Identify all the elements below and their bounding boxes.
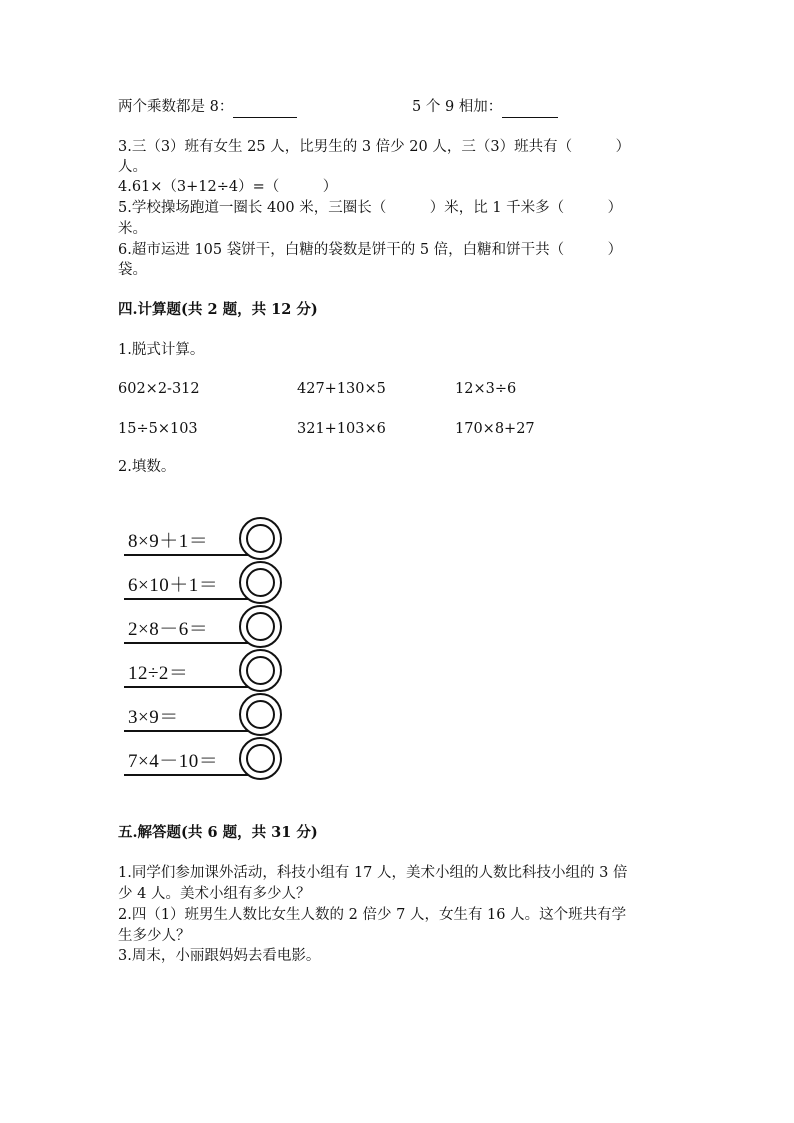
figure-expression: 3×9＝	[128, 707, 179, 728]
answer-circle-inner	[246, 700, 275, 729]
answer-circle-inner	[246, 524, 275, 553]
figure-rule	[124, 730, 254, 732]
calc-item: 170×8+27	[455, 421, 535, 437]
answer-circle[interactable]	[239, 693, 282, 736]
answer-circle[interactable]	[239, 737, 282, 780]
section-4-q1-title: 1.脱式计算。	[118, 342, 205, 358]
question-5-line-2: 米。	[118, 221, 147, 237]
section-5-q1-line-1: 1.同学们参加课外活动，科技小组有 17 人，美术小组的人数比科技小组的 3 倍	[118, 865, 628, 881]
figure-expression: 6×10＋1＝	[128, 575, 219, 596]
answer-circle[interactable]	[239, 517, 282, 560]
answer-circle[interactable]	[239, 649, 282, 692]
answer-circle-inner	[246, 656, 275, 685]
section-5-q3: 3.周末，小丽跟妈妈去看电影。	[118, 948, 321, 964]
section-4-heading: 四.计算题(共 2 题，共 12 分)	[118, 301, 318, 318]
figure-row	[122, 602, 292, 646]
figure-row	[122, 646, 292, 690]
fill-row-question-right	[412, 97, 558, 118]
answer-blank-right[interactable]	[502, 97, 558, 118]
answer-circle-inner	[246, 612, 275, 641]
section-4-q2-title: 2.填数。	[118, 459, 176, 475]
figure-rule	[124, 774, 254, 776]
calc-item: 602×2-312	[118, 381, 200, 397]
figure-rule	[124, 642, 254, 644]
figure-row	[122, 690, 292, 734]
section-5-q1-line-2: 少 4 人。美术小组有多少人？	[118, 886, 311, 902]
section-5-heading: 五.解答题(共 6 题，共 31 分)	[118, 824, 318, 841]
figure-rule	[124, 598, 254, 600]
answer-circle-inner	[246, 744, 275, 773]
figure-rule	[124, 686, 254, 688]
calc-item: 15÷5×103	[118, 421, 198, 437]
calc-item: 321+103×6	[297, 421, 386, 437]
figure-expression: 8×9＋1＝	[128, 531, 209, 552]
answer-circle-inner	[246, 568, 275, 597]
question-6-line-2: 袋。	[118, 262, 147, 278]
question-4: 4.61×（3+12÷4）=（ ）	[118, 179, 338, 195]
question-5-line-1: 5.学校操场跑道一圈长 400 米，三圈长（ ）米，比 1 千米多（ ）	[118, 200, 623, 216]
figure-row	[122, 514, 292, 558]
section-5-q2-line-2: 生多少人？	[118, 928, 191, 944]
calc-item: 427+130×5	[297, 381, 386, 397]
figure-row	[122, 734, 292, 778]
section-5-q2-line-1: 2.四（1）班男生人数比女生人数的 2 倍少 7 人，女生有 16 人。这个班共有学	[118, 907, 627, 923]
figure-expression: 2×8－6＝	[128, 619, 209, 640]
answer-circle[interactable]	[239, 561, 282, 604]
answer-circle[interactable]	[239, 605, 282, 648]
figure-expression: 7×4－10＝	[128, 751, 219, 772]
fill-in-figure	[122, 514, 292, 784]
question-left-text: 两个乘数都是 8：	[118, 99, 234, 115]
fill-row-question	[118, 97, 297, 118]
figure-rule	[124, 554, 254, 556]
figure-row	[122, 558, 292, 602]
answer-blank-left[interactable]	[233, 97, 297, 118]
question-3-line-1: 3.三（3）班有女生 25 人，比男生的 3 倍少 20 人，三（3）班共有（ ）	[118, 139, 631, 155]
question-right-text: 5 个 9 相加：	[412, 99, 503, 115]
question-3-line-2: 人。	[118, 159, 147, 175]
question-6-line-1: 6.超市运进 105 袋饼干，白糖的袋数是饼干的 5 倍，白糖和饼干共（ ）	[118, 242, 623, 258]
calc-item: 12×3÷6	[455, 381, 517, 397]
figure-expression: 12÷2＝	[128, 663, 189, 684]
